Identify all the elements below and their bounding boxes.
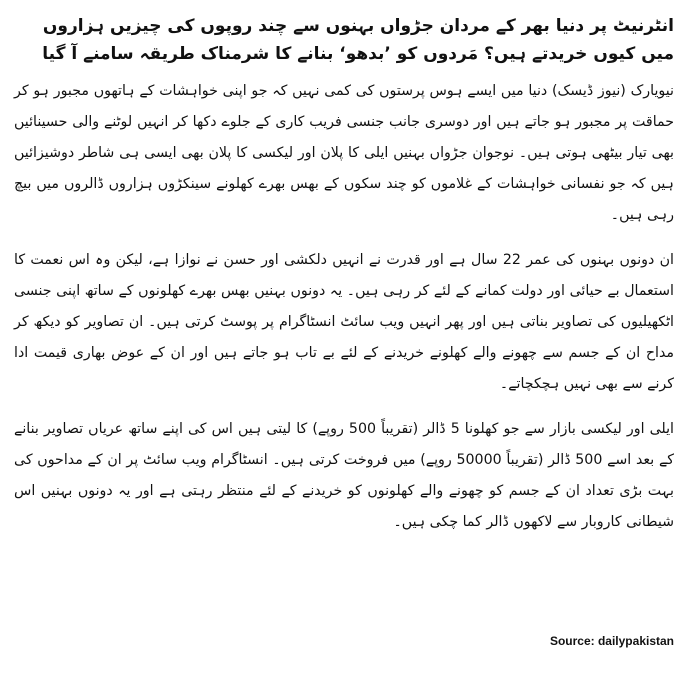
source-credit: Source: dailypakistan [549, 634, 674, 648]
article-headline: انٹرنیٹ پر دنیا بھر کے مردان جڑواں بہنوں سے چند روپوں کی چیزیں ہزاروں میں کیوں خریدتے ہیں؟ مَردوں کو ’بدھو‘ بنانے کا شرمناک طریقہ سامنے آ گیا [42, 16, 674, 64]
article-paragraph: ایلی اور لیکسی بازار سے جو کھلونا 5 ڈالر (تقریباً 500 روپے) کا لیتی ہیں اس کی اپنے ساتھ عریاں تصاویر بنانے کے بعد اسے 500 ڈالر (تقریباً 50000 روپے) میں فروخت کرتی ہیں۔ انسٹاگرام ویب سائٹ پر ان کے مداحوں کی بہت بڑی تعداد ان کے جسم کو چھونے والے کھلونوں کو خریدنے کے لئے منتظر رہتی ہے اور یہ دونوں بہنیں اس شیطانی کاروبار سے لاکھوں ڈالر کما چکی ہیں۔ [14, 421, 675, 530]
article-paragraph: نیویارک (نیوز ڈیسک) دنیا میں ایسے ہوس پرستوں کی کمی نہیں کہ جو اپنی خواہشات کے ہاتھوں مجبور ہو کر حماقت پر مجبور ہو جاتے ہیں اور دوسری جانب جنسی فریب کاری کے جلوے دکھا کر انہیں لوٹنے والی حسینائیں بھی تیار بیٹھی ہوتی ہیں۔ نوجوان جڑواں بہنیں ایلی کا پلان اور لیکسی کا پلان بھی ایسی ہی شاطر دوشیزائیں ہیں کہ جو نفسانی خواہشات کے غلاموں کو چند سکوں کے بھس بھرے کھلونے سینکڑوں ہزاروں ڈالروں میں بیچ رہی ہیں۔ [14, 83, 674, 223]
article-paragraph: ان دونوں بہنوں کی عمر 22 سال ہے اور قدرت نے انہیں دلکشی اور حسن نے نوازا ہے، لیکن وہ اس نعمت کا استعمال بے حیائی اور دولت کمانے کے لئے کر رہی ہیں۔ یہ دونوں بہنیں بھس بھرے کھلونوں کے ساتھ اپنی جنسی اٹکھیلیوں کی تصاویر بناتی ہیں اور پھر انہیں ویب سائٹ انسٹاگرام پر پوسٹ کرتی ہیں۔ ان تصاویر کو دیکھ کر مداح ان کے جسم سے چھونے والے کھلونے خریدنے کے لئے بے تاب ہو جاتے ہیں اور ان کے عوض بھاری قیمت ادا کرنے سے بھی نہیں ہچکچاتے۔ [14, 252, 674, 392]
article [14, 12, 674, 552]
